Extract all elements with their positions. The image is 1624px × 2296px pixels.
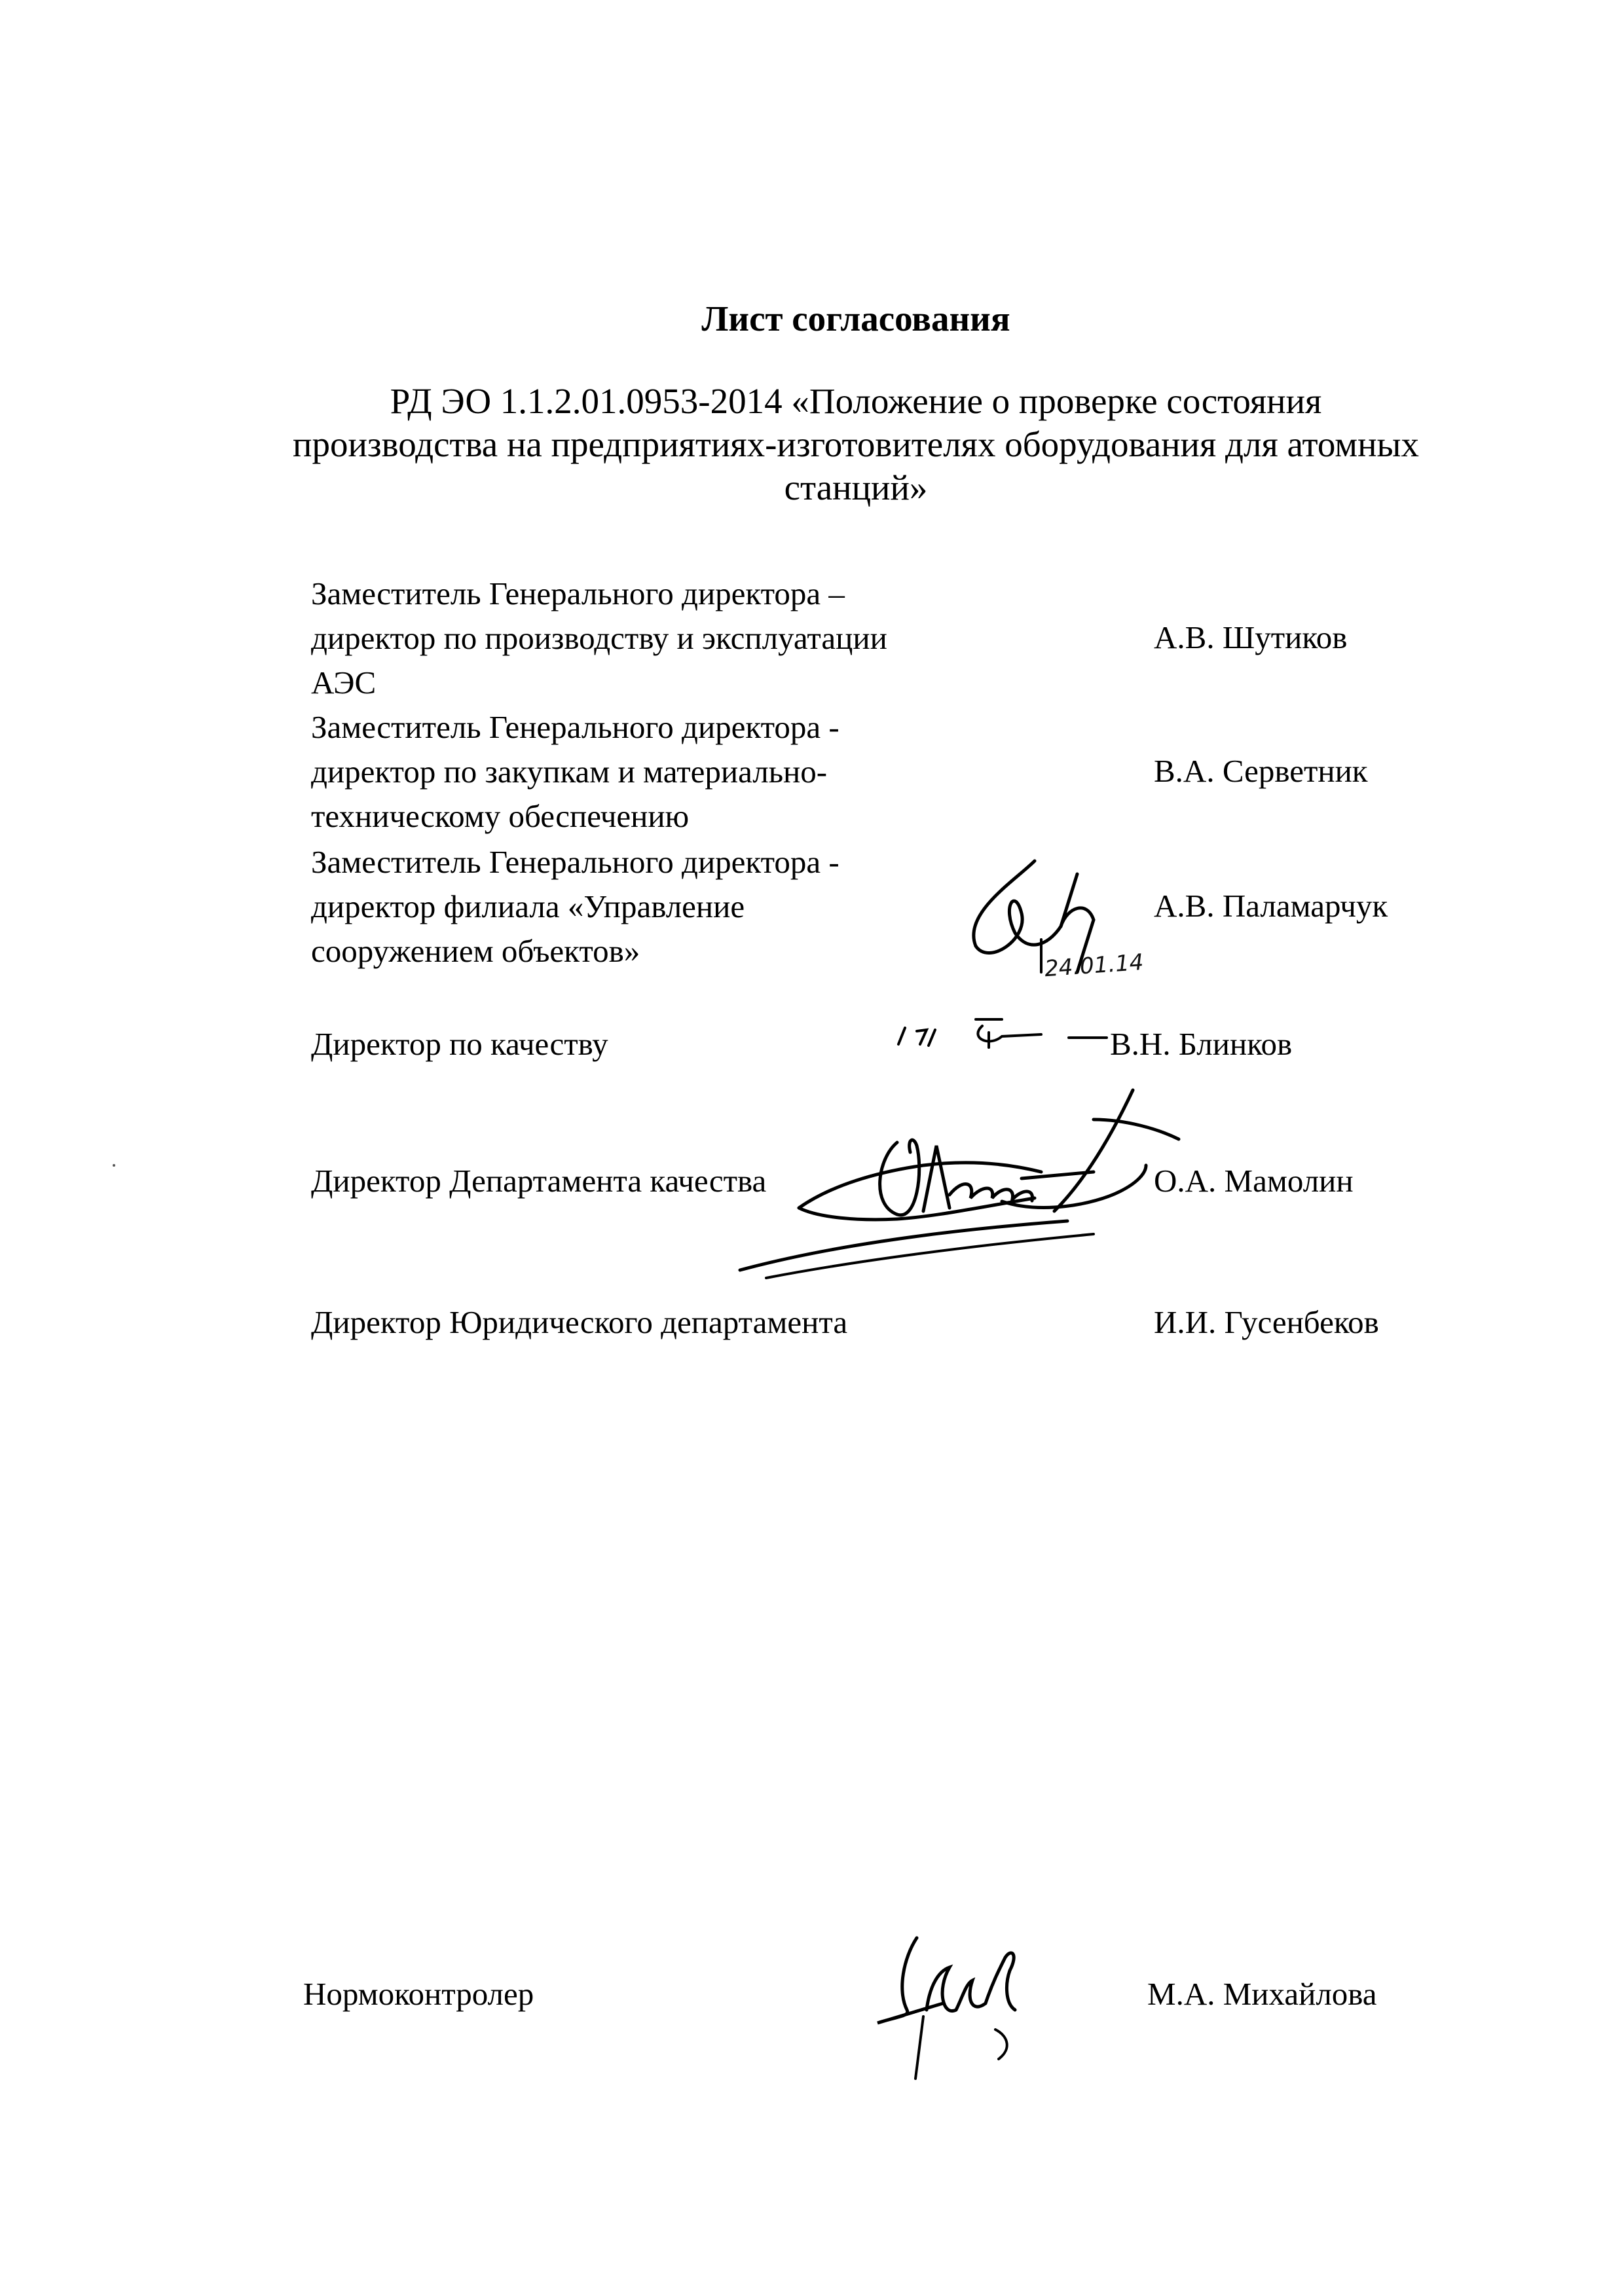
approval-name-3: А.В. Паламарчук [1154,888,1388,924]
approval-name-1: А.В. Шутиков [1154,619,1348,655]
page-title: Лист согласования [701,299,1010,338]
approval-name-4: В.Н. Блинков [1110,1026,1293,1062]
signature-mikhailova [858,1918,1028,2088]
approval-name-5: О.А. Мамолин [1154,1163,1354,1199]
document-name: РД ЭО 1.1.2.01.0953-2014 «Положение о проверке состояния производства на предприятиях-изготовителях оборудования для атомных станций» [293,381,1419,507]
approval-position-3: Заместитель Генерального директора - директор филиала «Управление сооружением объектов» [311,844,840,969]
signature-date: 24.01.14 [1043,949,1145,983]
approval-position-1: Заместитель Генерального директора – директор по производству и эксплуатации АЭС [311,575,887,701]
normcontrol-name: М.А. Михайлова [1147,1976,1377,2012]
approval-position-2: Заместитель Генерального директора - директор по закупкам и материально-техническому обеспечению [311,709,840,834]
approval-name-2: В.А. Серветник [1154,753,1368,789]
normcontrol-position: Нормоконтролер [303,1976,534,2012]
signature-blinkov [891,1011,1126,1064]
approval-position-5: Директор Департамента качества [311,1163,767,1199]
scan-artifact [113,1164,115,1167]
approval-position-6: Директор Юридического департамента [311,1304,848,1340]
approval-name-6: И.И. Гусенбеков [1154,1304,1379,1340]
signature-mamolin [727,1074,1185,1290]
approval-position-4: Директор по качеству [311,1026,608,1062]
